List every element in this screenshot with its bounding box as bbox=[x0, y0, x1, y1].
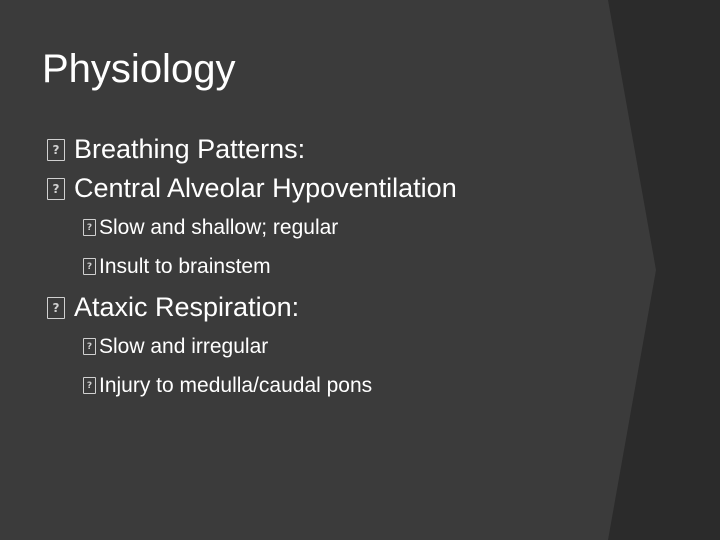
sub-bullet-label: Insult to brainstem bbox=[99, 254, 271, 278]
missing-glyph-icon bbox=[83, 338, 96, 355]
sub-bullet-label: Injury to medulla/caudal pons bbox=[99, 373, 373, 397]
missing-glyph-icon bbox=[47, 297, 65, 319]
bullet-label: Central Alveolar Hypoventilation bbox=[74, 173, 457, 203]
sub-bullet-item bbox=[83, 247, 687, 286]
sub-bullet-item bbox=[83, 327, 687, 366]
sub-bullet-label: Slow and shallow; regular bbox=[99, 215, 339, 239]
bullet-item-ataxic-respiration bbox=[47, 288, 687, 327]
missing-glyph-icon bbox=[83, 219, 96, 236]
bullet-label: Ataxic Respiration: bbox=[74, 292, 300, 322]
missing-glyph-icon bbox=[83, 258, 96, 275]
sub-bullet-item bbox=[83, 366, 687, 405]
sub-bullet-item bbox=[83, 208, 687, 247]
sub-bullet-label: Slow and irregular bbox=[99, 334, 269, 358]
missing-glyph-icon bbox=[47, 139, 65, 161]
bullet-list bbox=[47, 130, 687, 405]
bullet-item-central-alveolar-hypoventilation bbox=[47, 169, 687, 208]
slide-title: Physiology bbox=[42, 47, 236, 91]
bullet-label: Breathing Patterns: bbox=[74, 134, 306, 164]
bullet-item-breathing-patterns bbox=[47, 130, 687, 169]
missing-glyph-icon bbox=[47, 178, 65, 200]
missing-glyph-icon bbox=[83, 377, 96, 394]
